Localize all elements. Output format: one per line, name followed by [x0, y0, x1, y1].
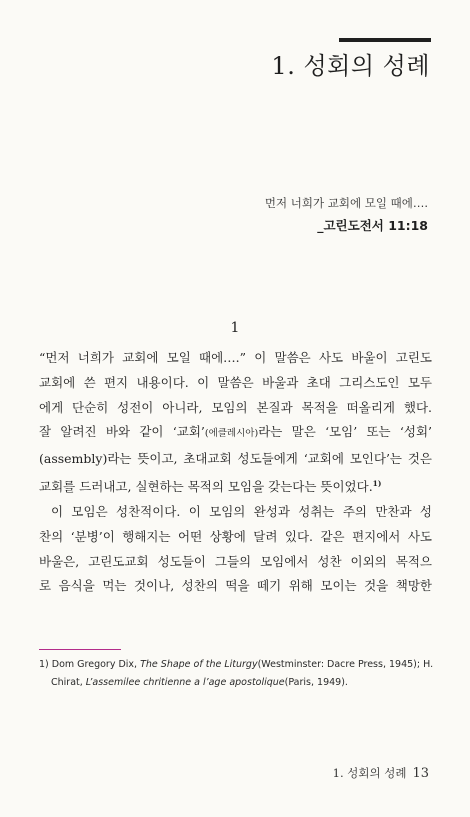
paragraph-2: [39, 500, 432, 599]
footnote-text: Chirat,: [51, 676, 86, 688]
footnote-book-title: The Shape of the Liturgy: [140, 659, 258, 670]
footnote-line: [39, 674, 434, 692]
text-line: 이 모임은 성찬적이다. 이 모임의 완성과 성취는 주의 만찬과 성: [51, 503, 432, 519]
epigraph-quote: 먼저 너희가 교회에 모일 때에….: [264, 196, 428, 210]
footnote-text: (Westminster: Dacre Press, 1945); H.: [257, 659, 434, 670]
text-segment: 잘 알려진 바와 같이 ‘교회’: [39, 424, 205, 440]
text-line: 바울은, 고린도교회 성도들이 그들의 모임에서 성찬 이외의 목적으: [39, 553, 432, 569]
text-line: “먼저 너희가 교회에 모일 때에….” 이 말씀은 사도 바울이 고린도: [39, 350, 432, 365]
text-line: (assembly)라는 뜻이고, 초대교회 성도들에게 ‘교회에 모인다’는 것은: [39, 451, 432, 467]
text-line: [39, 472, 432, 500]
footnote-separator: [39, 649, 121, 650]
section-number: 1: [230, 320, 240, 336]
text-line: 에게 단순히 성전이 아니라, 모임의 본질과 목적을 떠올리게 했다.: [39, 399, 432, 415]
text-segment: 교회를 드러내고, 실현하는 목적의 모임을 갖는다는 뜻이었다.: [39, 479, 373, 495]
footnote-text: Dom Gregory Dix,: [51, 659, 141, 670]
footnote-marker: 1): [39, 659, 52, 670]
footnote: [39, 656, 434, 691]
text-line: 로 음식을 먹는 것이나, 성찬의 떡을 떼기 위해 모이는 것을 책망한: [39, 578, 432, 594]
epigraph: [265, 195, 428, 234]
transliteration: (에클레시아): [204, 428, 259, 440]
running-footer: [333, 765, 429, 781]
text-line: 교회에 쓴 편지 내용이다. 이 말씀은 바울과 초대 그리스도인 모두: [39, 374, 432, 390]
text-line: [39, 420, 432, 447]
chapter-title: 1. 성회의 성례: [271, 52, 430, 80]
body-text: [39, 346, 432, 599]
page-number: 13: [412, 766, 429, 781]
text-segment: 라는 말은 ‘모임’ 또는 ‘성회’: [258, 424, 432, 440]
footnote-text: (Paris, 1949).: [284, 676, 348, 688]
text-line: 찬의 ‘분병’이 행해지는 어떤 상황에 달려 있다. 같은 편지에서 사도: [39, 528, 432, 544]
footnote-line: [39, 656, 434, 674]
footnote-reference[interactable]: 1): [372, 478, 382, 488]
chapter-title-rule: [339, 38, 431, 42]
paragraph-1: [39, 346, 432, 500]
running-title: 1. 성회의 성례: [332, 766, 407, 780]
footnote-book-title: L’assemilee chritienne a l’age apostolique: [85, 676, 285, 688]
epigraph-source: _고린도전서 11:18: [317, 218, 428, 233]
